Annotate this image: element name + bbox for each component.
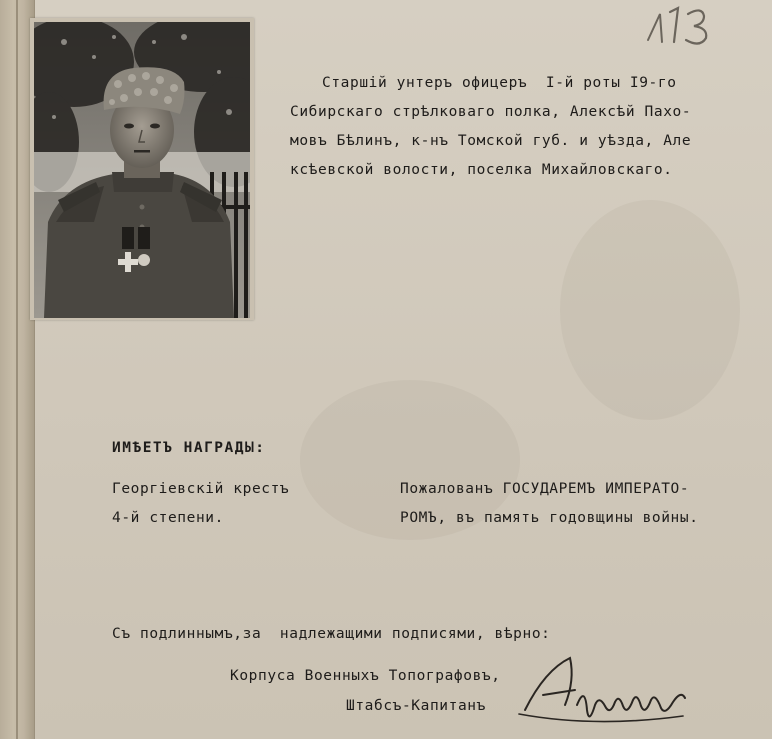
handwritten-signature xyxy=(515,650,690,735)
certification-line: Съ подлиннымъ,за надлежащими подписями, вѣрно: xyxy=(112,626,551,642)
header-line-4: ксѣевской волости, поселка Михайловскаго. xyxy=(290,162,673,178)
award-note-line-1: Пожалованъ ГОСУДАРЕМЪ ИМПЕРАТО- xyxy=(400,481,690,497)
soldier-photograph xyxy=(34,22,250,318)
header-line-1: Старшій унтеръ офицеръ I-й роты I9-го xyxy=(322,75,677,91)
svg-text:113: 113 xyxy=(640,2,642,3)
officer-rank: Штабсъ-Капитанъ xyxy=(346,698,486,714)
paper-stain xyxy=(560,200,740,420)
header-line-3: мовъ Бѣлинъ, к-нъ Томской губ. и уѣзда, Але xyxy=(290,133,692,149)
corps-name: Корпуса Военныхъ Топографовъ, xyxy=(230,668,501,684)
header-line-2: Сибирскаго стрѣлковаго полка, Алексѣй Пахо- xyxy=(290,104,692,120)
page-number xyxy=(640,2,730,50)
award-note-line-2: РОМЪ, въ память годовщины войны. xyxy=(400,510,699,526)
awards-heading: ИМѢЕТЪ НАГРАДЫ: xyxy=(112,440,266,456)
binding-crease xyxy=(16,0,18,739)
award-name-line-2: 4-й степени. xyxy=(112,510,224,526)
award-name-line-1: Георгіевскій крестъ xyxy=(112,481,290,497)
